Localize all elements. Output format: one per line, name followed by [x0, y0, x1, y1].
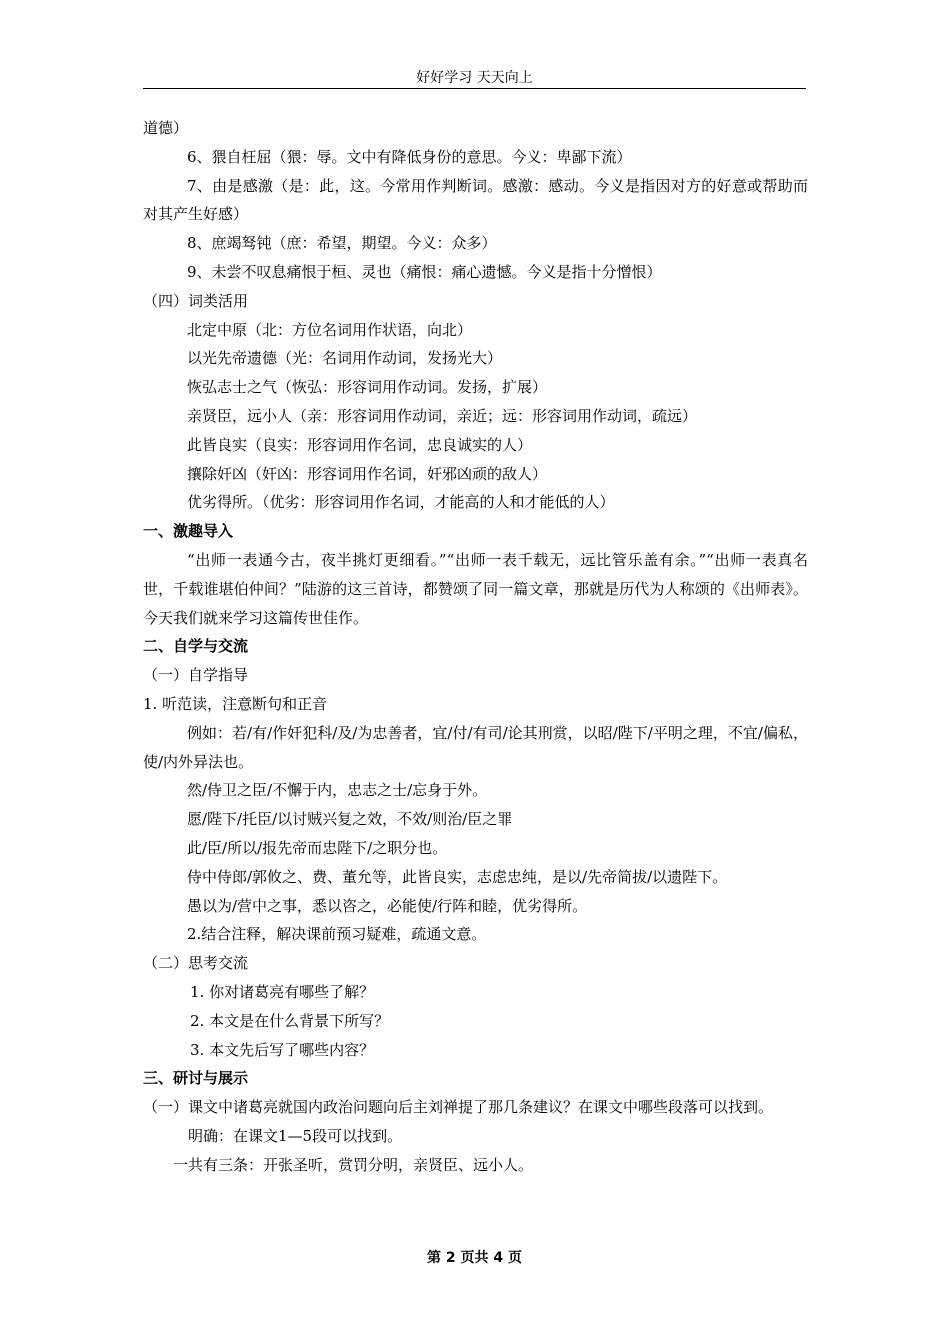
list-item: 1. 听范读，注意断句和正音: [143, 694, 328, 713]
paragraph: 愿/陛下/托臣/以讨贼兴复之效，不效/则治/臣之罪: [187, 810, 513, 829]
paragraph: 6、猥自枉屈（猥：辱。文中有降低身份的意思。今义：卑鄙下流）: [187, 147, 632, 166]
paragraph: （一）课文中诸葛亮就国内政治问题向后主刘禅提了那几条建议？在课文中哪些段落可以找到。: [143, 1098, 774, 1117]
subsection-heading: （四）词类活用: [143, 291, 249, 310]
paragraph: 9、未尝不叹息痛恨于桓、灵也（痛恨：痛心遗憾。今义是指十分憎恨）: [187, 262, 662, 281]
document-body: [143, 114, 808, 1179]
paragraph: 愚以为/营中之事，悉以咨之，必能使/行阵和睦，优劣得所。: [187, 896, 588, 915]
paragraph: 此/臣/所以/报先帝而忠陛下/之职分也。: [187, 838, 448, 857]
paragraph: “出师一表通今古，夜半挑灯更细看。”“出师一表千载无，远比管乐盖有余。”“出师一表真名世，千载谁堪伯仲间？”陆游的这三首诗，都赞颂了同一篇文章，那就是历代为人称颂的《出师表》。今天我们就来学习这篇传世佳作。: [143, 550, 808, 627]
paragraph: 明确：在课文1—5段可以找到。: [188, 1126, 403, 1145]
paragraph: 此皆良实（良实：形容词用作名词，忠良诚实的人）: [187, 435, 533, 454]
paragraph: 例如：若/有/作奸犯科/及/为忠善者，宜/付/有司/论其刑赏，以昭/陛下/平明之理，不宜/偏私，使/内外异法也。: [143, 723, 808, 771]
page-header: 好好学习 天天向上: [416, 70, 533, 86]
paragraph: 北定中原（北：方位名词用作状语，向北）: [187, 320, 473, 339]
subsection-heading: （一）自学指导: [143, 666, 249, 685]
list-item: 3. 本文先后写了哪些内容？: [190, 1040, 375, 1059]
page-number: 第 2 页共 4 页: [427, 1250, 522, 1266]
paragraph: 以光先帝遗德（光：名词用作动词，发扬光大）: [187, 349, 503, 368]
list-item: 2. 本文是在什么背景下所写？: [190, 1011, 390, 1030]
section-heading: 三、研讨与展示: [143, 1069, 249, 1088]
paragraph: 侍中侍郎/郭攸之、费、董允等，此皆良实，志虑忠纯，是以/先帝简拔/以遗陛下。: [187, 867, 728, 886]
paragraph: 然/侍卫之臣/不懈于内，忠志之士/忘身于外。: [187, 781, 488, 800]
paragraph: 攘除奸凶（奸凶：形容词用作名词，奸邪凶顽的敌人）: [187, 464, 548, 483]
subsection-heading: （二）思考交流: [143, 954, 249, 973]
paragraph: 7、由是感激（是：此，这。今常用作判断词。感激：感动。今义是指因对方的好意或帮助而对其产生好感）: [143, 176, 808, 224]
paragraph: 一共有三条：开张圣听，赏罚分明，亲贤臣、远小人。: [173, 1155, 534, 1174]
paragraph: 8、庶竭驽钝（庶：希望，期望。今义：众多）: [187, 234, 497, 253]
section-heading: 二、自学与交流: [143, 637, 249, 656]
list-item: 2.结合注释，解决课前预习疑难，疏通文意。: [187, 925, 487, 944]
paragraph: 道德）: [143, 119, 189, 137]
paragraph: 优劣得所。（优劣：形容词用作名词，才能高的人和才能低的人）: [187, 493, 615, 512]
paragraph: 恢弘志士之气（恢弘：形容词用作动词。发扬，扩展）: [187, 378, 548, 397]
list-item: 1. 你对诸葛亮有哪些了解？: [190, 982, 375, 1001]
header-divider: [143, 88, 806, 89]
section-heading: 一、激趣导入: [143, 522, 234, 541]
paragraph: 亲贤臣，远小人（亲：形容词用作动词，亲近；远：形容词用作动词，疏远）: [187, 406, 698, 425]
